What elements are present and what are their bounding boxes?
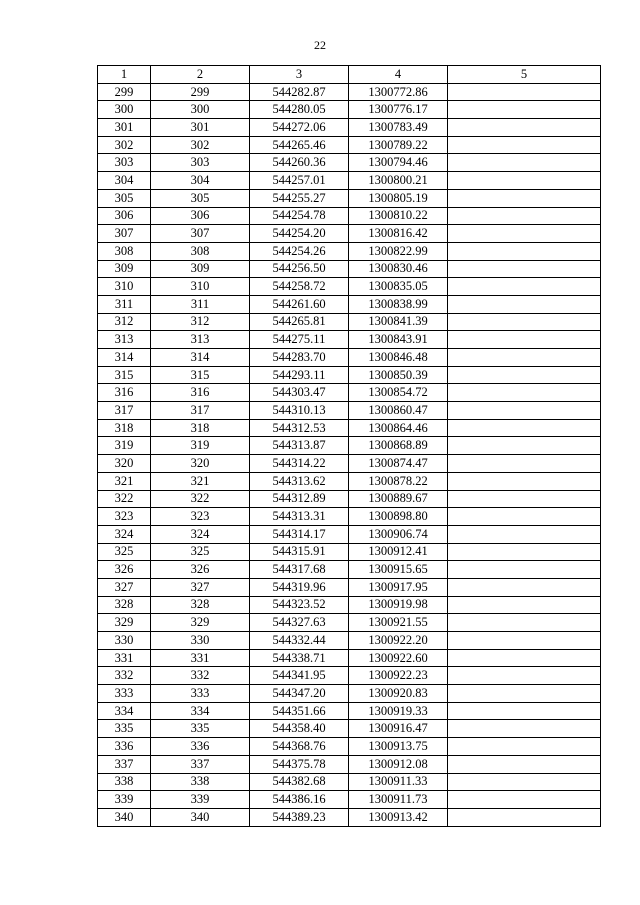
coordinates-table <box>97 65 601 827</box>
table-row <box>98 472 601 490</box>
cell-y-coordinate: 1300838.99 <box>349 295 448 313</box>
cell-note <box>448 649 601 667</box>
cell-point-id: 335 <box>151 720 250 738</box>
table-row <box>98 207 601 225</box>
cell-note <box>448 331 601 349</box>
cell-note <box>448 437 601 455</box>
cell-number: 306 <box>98 207 151 225</box>
cell-y-coordinate: 1300922.60 <box>349 649 448 667</box>
cell-number: 315 <box>98 366 151 384</box>
table-row <box>98 508 601 526</box>
cell-y-coordinate: 1300898.80 <box>349 508 448 526</box>
cell-point-id: 303 <box>151 154 250 172</box>
cell-x-coordinate: 544319.96 <box>250 578 349 596</box>
cell-number: 310 <box>98 278 151 296</box>
cell-number: 339 <box>98 791 151 809</box>
cell-y-coordinate: 1300843.91 <box>349 331 448 349</box>
cell-x-coordinate: 544254.26 <box>250 242 349 260</box>
table-body <box>98 83 601 826</box>
cell-note <box>448 561 601 579</box>
cell-point-id: 336 <box>151 738 250 756</box>
cell-x-coordinate: 544257.01 <box>250 172 349 190</box>
cell-point-id: 317 <box>151 402 250 420</box>
cell-x-coordinate: 544272.06 <box>250 119 349 137</box>
table-row <box>98 278 601 296</box>
table-row <box>98 614 601 632</box>
cell-y-coordinate: 1300919.33 <box>349 702 448 720</box>
cell-note <box>448 578 601 596</box>
cell-point-id: 308 <box>151 242 250 260</box>
cell-number: 325 <box>98 543 151 561</box>
cell-note <box>448 278 601 296</box>
cell-number: 326 <box>98 561 151 579</box>
cell-note <box>448 207 601 225</box>
cell-y-coordinate: 1300878.22 <box>349 472 448 490</box>
cell-x-coordinate: 544389.23 <box>250 808 349 826</box>
cell-y-coordinate: 1300911.73 <box>349 791 448 809</box>
cell-number: 317 <box>98 402 151 420</box>
cell-point-id: 334 <box>151 702 250 720</box>
column-header-5: 5 <box>448 66 601 84</box>
cell-note <box>448 490 601 508</box>
cell-number: 318 <box>98 419 151 437</box>
table-row <box>98 154 601 172</box>
cell-point-id: 320 <box>151 455 250 473</box>
cell-note <box>448 685 601 703</box>
table-row <box>98 632 601 650</box>
cell-number: 332 <box>98 667 151 685</box>
cell-number: 327 <box>98 578 151 596</box>
column-header-4: 4 <box>349 66 448 84</box>
cell-y-coordinate: 1300835.05 <box>349 278 448 296</box>
cell-x-coordinate: 544256.50 <box>250 260 349 278</box>
cell-x-coordinate: 544313.62 <box>250 472 349 490</box>
cell-note <box>448 755 601 773</box>
table-row <box>98 543 601 561</box>
cell-point-id: 329 <box>151 614 250 632</box>
cell-note <box>448 720 601 738</box>
cell-x-coordinate: 544260.36 <box>250 154 349 172</box>
cell-y-coordinate: 1300922.23 <box>349 667 448 685</box>
cell-x-coordinate: 544313.31 <box>250 508 349 526</box>
cell-number: 328 <box>98 596 151 614</box>
table-row <box>98 720 601 738</box>
table-row <box>98 225 601 243</box>
table-row <box>98 189 601 207</box>
cell-x-coordinate: 544323.52 <box>250 596 349 614</box>
cell-x-coordinate: 544368.76 <box>250 738 349 756</box>
cell-y-coordinate: 1300922.20 <box>349 632 448 650</box>
table-row <box>98 490 601 508</box>
cell-y-coordinate: 1300822.99 <box>349 242 448 260</box>
cell-x-coordinate: 544282.87 <box>250 83 349 101</box>
cell-note <box>448 295 601 313</box>
cell-number: 299 <box>98 83 151 101</box>
cell-number: 309 <box>98 260 151 278</box>
cell-x-coordinate: 544347.20 <box>250 685 349 703</box>
cell-point-id: 299 <box>151 83 250 101</box>
cell-note <box>448 225 601 243</box>
cell-point-id: 307 <box>151 225 250 243</box>
page-number: 22 <box>314 38 326 52</box>
cell-point-id: 316 <box>151 384 250 402</box>
cell-point-id: 337 <box>151 755 250 773</box>
cell-y-coordinate: 1300916.47 <box>349 720 448 738</box>
cell-x-coordinate: 544386.16 <box>250 791 349 809</box>
table-row <box>98 667 601 685</box>
cell-note <box>448 242 601 260</box>
cell-y-coordinate: 1300841.39 <box>349 313 448 331</box>
cell-point-id: 305 <box>151 189 250 207</box>
cell-point-id: 319 <box>151 437 250 455</box>
cell-x-coordinate: 544283.70 <box>250 349 349 367</box>
cell-number: 340 <box>98 808 151 826</box>
cell-x-coordinate: 544254.20 <box>250 225 349 243</box>
cell-x-coordinate: 544315.91 <box>250 543 349 561</box>
cell-number: 329 <box>98 614 151 632</box>
cell-y-coordinate: 1300912.41 <box>349 543 448 561</box>
cell-point-id: 302 <box>151 136 250 154</box>
cell-number: 322 <box>98 490 151 508</box>
cell-note <box>448 543 601 561</box>
cell-y-coordinate: 1300868.89 <box>349 437 448 455</box>
cell-note <box>448 525 601 543</box>
cell-x-coordinate: 544312.89 <box>250 490 349 508</box>
table-row <box>98 596 601 614</box>
cell-note <box>448 808 601 826</box>
cell-x-coordinate: 544310.13 <box>250 402 349 420</box>
cell-point-id: 339 <box>151 791 250 809</box>
cell-x-coordinate: 544341.95 <box>250 667 349 685</box>
table-row <box>98 561 601 579</box>
cell-note <box>448 667 601 685</box>
table-row <box>98 525 601 543</box>
cell-note <box>448 472 601 490</box>
cell-note <box>448 455 601 473</box>
cell-number: 336 <box>98 738 151 756</box>
cell-y-coordinate: 1300913.42 <box>349 808 448 826</box>
cell-x-coordinate: 544338.71 <box>250 649 349 667</box>
cell-number: 335 <box>98 720 151 738</box>
cell-note <box>448 791 601 809</box>
cell-y-coordinate: 1300783.49 <box>349 119 448 137</box>
cell-x-coordinate: 544255.27 <box>250 189 349 207</box>
cell-number: 313 <box>98 331 151 349</box>
cell-point-id: 312 <box>151 313 250 331</box>
cell-point-id: 338 <box>151 773 250 791</box>
cell-number: 320 <box>98 455 151 473</box>
cell-point-id: 331 <box>151 649 250 667</box>
cell-y-coordinate: 1300864.46 <box>349 419 448 437</box>
cell-y-coordinate: 1300846.48 <box>349 349 448 367</box>
cell-note <box>448 596 601 614</box>
cell-point-id: 324 <box>151 525 250 543</box>
cell-number: 314 <box>98 349 151 367</box>
cell-number: 308 <box>98 242 151 260</box>
table-row <box>98 791 601 809</box>
cell-y-coordinate: 1300913.75 <box>349 738 448 756</box>
cell-note <box>448 313 601 331</box>
cell-x-coordinate: 544303.47 <box>250 384 349 402</box>
cell-number: 311 <box>98 295 151 313</box>
table-row <box>98 419 601 437</box>
cell-x-coordinate: 544258.72 <box>250 278 349 296</box>
cell-point-id: 323 <box>151 508 250 526</box>
cell-number: 319 <box>98 437 151 455</box>
cell-y-coordinate: 1300810.22 <box>349 207 448 225</box>
table-row <box>98 738 601 756</box>
cell-note <box>448 402 601 420</box>
cell-note <box>448 614 601 632</box>
cell-note <box>448 101 601 119</box>
cell-y-coordinate: 1300830.46 <box>349 260 448 278</box>
table-row <box>98 260 601 278</box>
cell-note <box>448 738 601 756</box>
cell-note <box>448 83 601 101</box>
cell-x-coordinate: 544261.60 <box>250 295 349 313</box>
cell-y-coordinate: 1300854.72 <box>349 384 448 402</box>
cell-y-coordinate: 1300794.46 <box>349 154 448 172</box>
table-row <box>98 649 601 667</box>
table-row <box>98 83 601 101</box>
cell-number: 331 <box>98 649 151 667</box>
cell-point-id: 325 <box>151 543 250 561</box>
cell-y-coordinate: 1300850.39 <box>349 366 448 384</box>
cell-number: 323 <box>98 508 151 526</box>
cell-x-coordinate: 544312.53 <box>250 419 349 437</box>
cell-x-coordinate: 544332.44 <box>250 632 349 650</box>
table-row <box>98 119 601 137</box>
cell-number: 303 <box>98 154 151 172</box>
cell-point-id: 318 <box>151 419 250 437</box>
cell-number: 304 <box>98 172 151 190</box>
cell-y-coordinate: 1300800.21 <box>349 172 448 190</box>
table-row <box>98 437 601 455</box>
cell-note <box>448 136 601 154</box>
cell-x-coordinate: 544265.81 <box>250 313 349 331</box>
cell-note <box>448 773 601 791</box>
cell-point-id: 340 <box>151 808 250 826</box>
cell-point-id: 314 <box>151 349 250 367</box>
table-row <box>98 313 601 331</box>
table-row <box>98 349 601 367</box>
cell-point-id: 311 <box>151 295 250 313</box>
cell-x-coordinate: 544314.22 <box>250 455 349 473</box>
cell-y-coordinate: 1300906.74 <box>349 525 448 543</box>
cell-number: 312 <box>98 313 151 331</box>
table-row <box>98 384 601 402</box>
table-row <box>98 455 601 473</box>
cell-y-coordinate: 1300874.47 <box>349 455 448 473</box>
table-row <box>98 578 601 596</box>
table-row <box>98 101 601 119</box>
cell-number: 301 <box>98 119 151 137</box>
cell-y-coordinate: 1300919.98 <box>349 596 448 614</box>
cell-point-id: 332 <box>151 667 250 685</box>
cell-y-coordinate: 1300805.19 <box>349 189 448 207</box>
cell-y-coordinate: 1300789.22 <box>349 136 448 154</box>
cell-note <box>448 384 601 402</box>
cell-x-coordinate: 544317.68 <box>250 561 349 579</box>
cell-x-coordinate: 544254.78 <box>250 207 349 225</box>
cell-point-id: 321 <box>151 472 250 490</box>
cell-number: 321 <box>98 472 151 490</box>
column-header-2: 2 <box>151 66 250 84</box>
cell-x-coordinate: 544327.63 <box>250 614 349 632</box>
cell-point-id: 333 <box>151 685 250 703</box>
cell-x-coordinate: 544375.78 <box>250 755 349 773</box>
cell-note <box>448 189 601 207</box>
cell-point-id: 322 <box>151 490 250 508</box>
cell-x-coordinate: 544358.40 <box>250 720 349 738</box>
cell-x-coordinate: 544275.11 <box>250 331 349 349</box>
cell-number: 337 <box>98 755 151 773</box>
cell-x-coordinate: 544351.66 <box>250 702 349 720</box>
table-row <box>98 331 601 349</box>
table-row <box>98 136 601 154</box>
table-row <box>98 172 601 190</box>
table-row <box>98 755 601 773</box>
cell-note <box>448 172 601 190</box>
cell-y-coordinate: 1300917.95 <box>349 578 448 596</box>
cell-x-coordinate: 544314.17 <box>250 525 349 543</box>
cell-point-id: 301 <box>151 119 250 137</box>
cell-point-id: 330 <box>151 632 250 650</box>
cell-y-coordinate: 1300921.55 <box>349 614 448 632</box>
cell-point-id: 304 <box>151 172 250 190</box>
column-header-3: 3 <box>250 66 349 84</box>
cell-number: 338 <box>98 773 151 791</box>
cell-point-id: 328 <box>151 596 250 614</box>
cell-note <box>448 632 601 650</box>
cell-x-coordinate: 544382.68 <box>250 773 349 791</box>
cell-point-id: 306 <box>151 207 250 225</box>
table-row <box>98 242 601 260</box>
table-header-row <box>98 66 601 84</box>
cell-y-coordinate: 1300915.65 <box>349 561 448 579</box>
cell-y-coordinate: 1300911.33 <box>349 773 448 791</box>
cell-number: 334 <box>98 702 151 720</box>
cell-number: 333 <box>98 685 151 703</box>
column-header-1: 1 <box>98 66 151 84</box>
cell-number: 307 <box>98 225 151 243</box>
cell-number: 316 <box>98 384 151 402</box>
table-row <box>98 702 601 720</box>
cell-x-coordinate: 544280.05 <box>250 101 349 119</box>
cell-x-coordinate: 544265.46 <box>250 136 349 154</box>
cell-x-coordinate: 544313.87 <box>250 437 349 455</box>
cell-point-id: 326 <box>151 561 250 579</box>
table-row <box>98 366 601 384</box>
cell-y-coordinate: 1300920.83 <box>349 685 448 703</box>
table-row <box>98 773 601 791</box>
table-row <box>98 685 601 703</box>
cell-note <box>448 260 601 278</box>
cell-note <box>448 702 601 720</box>
cell-y-coordinate: 1300912.08 <box>349 755 448 773</box>
cell-note <box>448 508 601 526</box>
cell-x-coordinate: 544293.11 <box>250 366 349 384</box>
cell-y-coordinate: 1300889.67 <box>349 490 448 508</box>
cell-y-coordinate: 1300772.86 <box>349 83 448 101</box>
cell-note <box>448 119 601 137</box>
cell-y-coordinate: 1300860.47 <box>349 402 448 420</box>
cell-point-id: 313 <box>151 331 250 349</box>
table-row <box>98 402 601 420</box>
cell-note <box>448 154 601 172</box>
cell-number: 330 <box>98 632 151 650</box>
cell-point-id: 300 <box>151 101 250 119</box>
cell-number: 302 <box>98 136 151 154</box>
table-row <box>98 808 601 826</box>
cell-point-id: 310 <box>151 278 250 296</box>
cell-number: 300 <box>98 101 151 119</box>
cell-note <box>448 349 601 367</box>
cell-y-coordinate: 1300816.42 <box>349 225 448 243</box>
cell-y-coordinate: 1300776.17 <box>349 101 448 119</box>
cell-number: 324 <box>98 525 151 543</box>
table-row <box>98 295 601 313</box>
cell-note <box>448 366 601 384</box>
cell-number: 305 <box>98 189 151 207</box>
cell-point-id: 327 <box>151 578 250 596</box>
cell-point-id: 315 <box>151 366 250 384</box>
cell-note <box>448 419 601 437</box>
cell-point-id: 309 <box>151 260 250 278</box>
